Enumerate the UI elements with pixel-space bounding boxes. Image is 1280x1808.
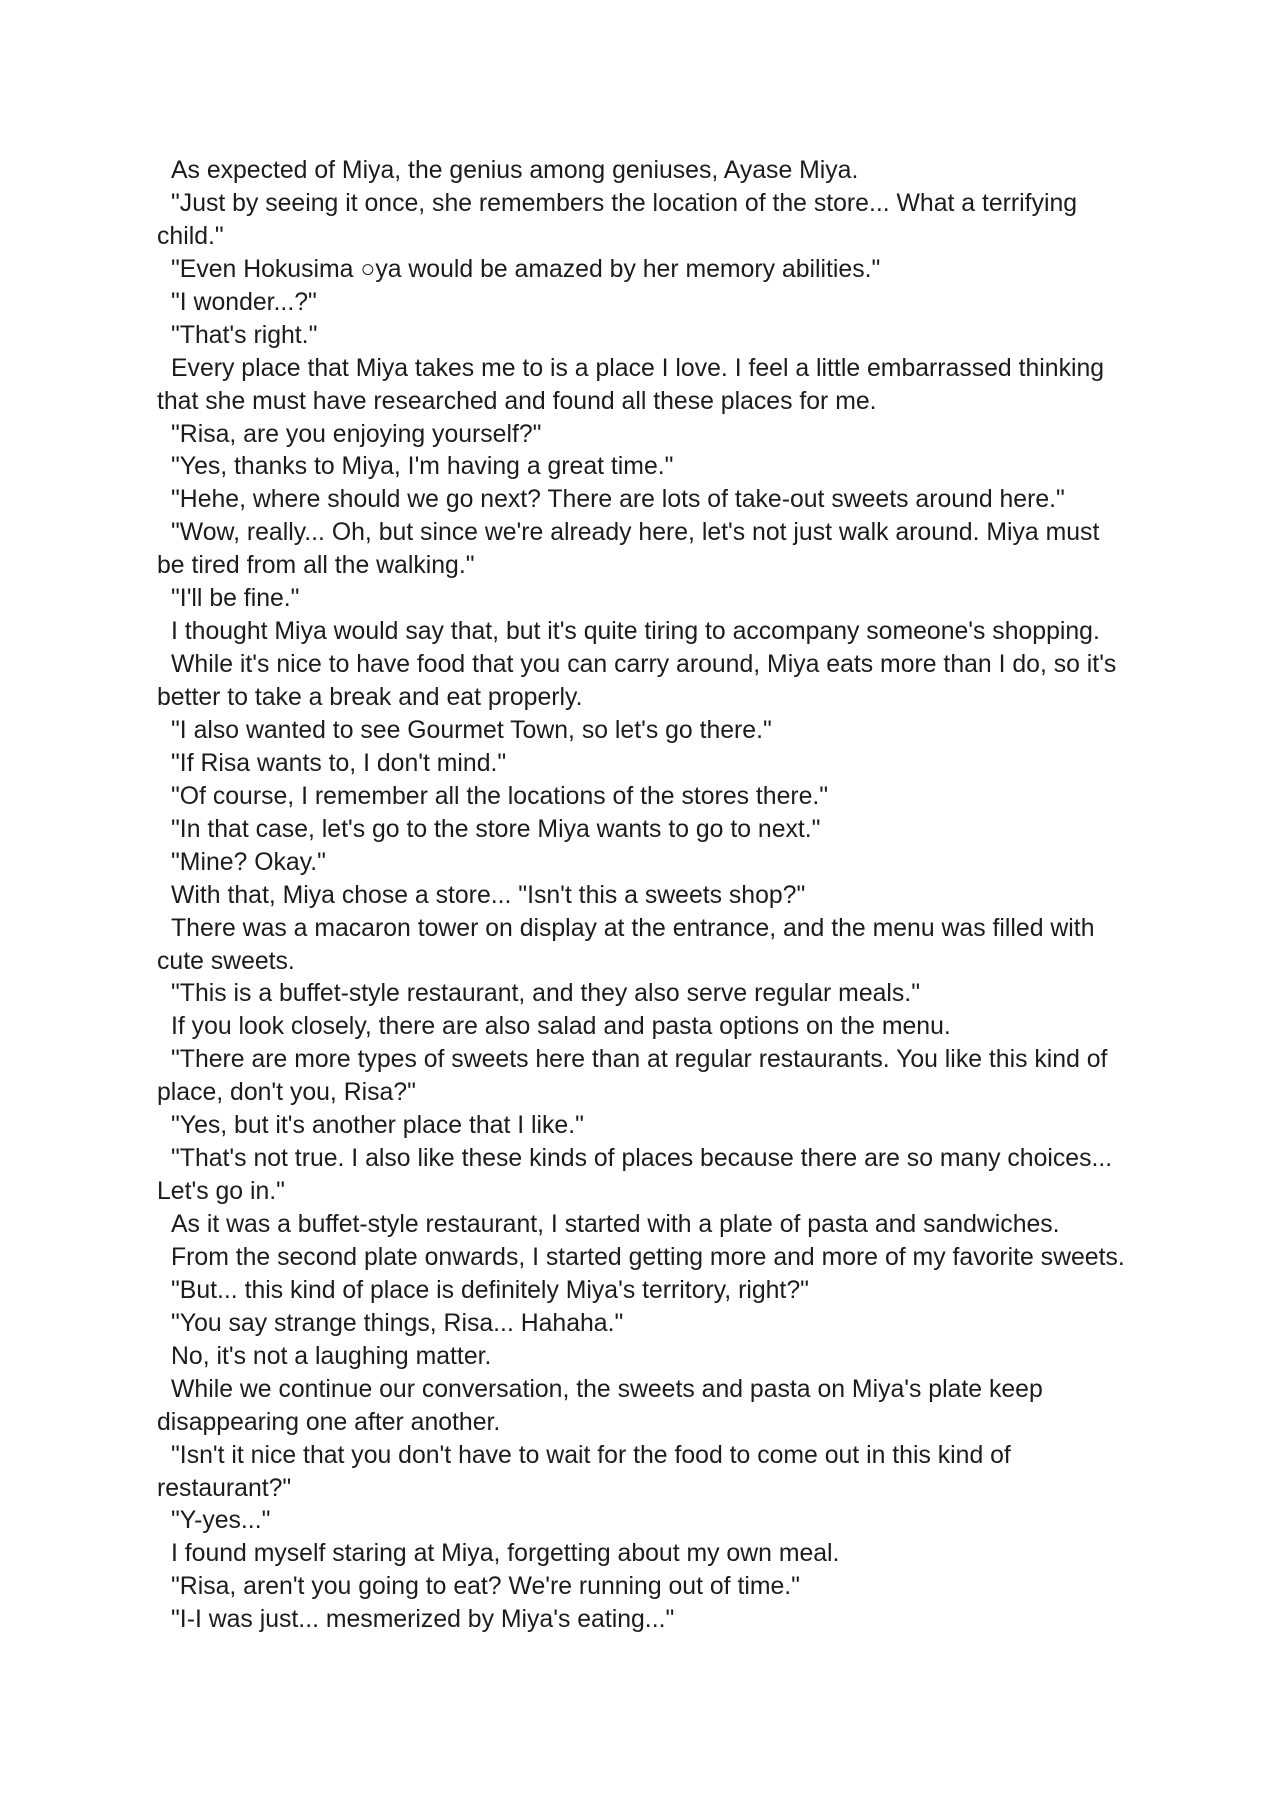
paragraph bbox=[157, 847, 1157, 880]
paragraph bbox=[157, 484, 1157, 517]
paragraph bbox=[157, 1341, 1157, 1374]
text-line: "Just by seeing it once, she remembers the location of the store... What a terrifying bbox=[171, 189, 1078, 217]
text-line: "If Risa wants to, I don't mind." bbox=[171, 749, 507, 777]
text-line: "Of course, I remember all the locations of the stores there." bbox=[171, 782, 829, 810]
text-line: Every place that Miya takes me to is a place I love. I feel a little embarrassed thinking bbox=[171, 354, 1105, 382]
document-body bbox=[157, 155, 1157, 1637]
text-line: "That's not true. I also like these kinds of places because there are so many choices... bbox=[171, 1145, 1113, 1173]
text-line: "This is a buffet-style restaurant, and they also serve regular meals." bbox=[171, 980, 921, 1008]
text-line: restaurant?" bbox=[157, 1474, 292, 1502]
paragraph bbox=[157, 1571, 1157, 1604]
paragraph bbox=[157, 254, 1157, 287]
paragraph bbox=[157, 1275, 1157, 1308]
text-line: "Yes, thanks to Miya, I'm having a great time." bbox=[171, 453, 674, 481]
text-line: "Wow, really... Oh, but since we're already here, let's not just walk around. Miya must bbox=[171, 519, 1100, 547]
text-line: While it's nice to have food that you can carry around, Miya eats more than I do, so it's bbox=[171, 651, 1117, 679]
text-line: "You say strange things, Risa... Hahaha." bbox=[171, 1309, 624, 1337]
text-line: "I-I was just... mesmerized by Miya's eating..." bbox=[171, 1606, 675, 1634]
paragraph bbox=[157, 978, 1157, 1011]
paragraph bbox=[157, 1209, 1157, 1242]
paragraph bbox=[157, 583, 1157, 616]
text-line: Let's go in." bbox=[157, 1178, 285, 1206]
text-line: "Yes, but it's another place that I like." bbox=[171, 1112, 584, 1140]
text-line: No, it's not a laughing matter. bbox=[171, 1342, 492, 1370]
text-line: "In that case, let's go to the store Miya wants to go to next." bbox=[171, 815, 821, 843]
paragraph bbox=[157, 1308, 1157, 1341]
text-line: "Y-yes..." bbox=[171, 1507, 271, 1535]
text-line: that she must have researched and found all these places for me. bbox=[157, 387, 877, 415]
text-line: While we continue our conversation, the sweets and pasta on Miya's plate keep bbox=[171, 1375, 1043, 1403]
paragraph bbox=[157, 517, 1157, 583]
paragraph bbox=[157, 649, 1157, 715]
text-line: be tired from all the walking." bbox=[157, 552, 475, 580]
paragraph bbox=[157, 1374, 1157, 1440]
paragraph bbox=[157, 287, 1157, 320]
text-line: As expected of Miya, the genius among geniuses, Ayase Miya. bbox=[171, 157, 859, 184]
paragraph bbox=[157, 1110, 1157, 1143]
paragraph bbox=[157, 1604, 1157, 1637]
text-line: "There are more types of sweets here than at regular restaurants. You like this kind of bbox=[171, 1046, 1108, 1074]
text-line: "Isn't it nice that you don't have to wait for the food to come out in this kind of bbox=[171, 1441, 1011, 1469]
paragraph bbox=[157, 451, 1157, 484]
paragraph bbox=[157, 880, 1157, 913]
paragraph bbox=[157, 1044, 1157, 1110]
paragraph bbox=[157, 155, 1157, 188]
paragraph bbox=[157, 1143, 1157, 1209]
text-line: better to take a break and eat properly. bbox=[157, 684, 583, 711]
text-line: "But... this kind of place is definitely Miya's territory, right?" bbox=[171, 1276, 809, 1304]
paragraph bbox=[157, 1011, 1157, 1044]
paragraph bbox=[157, 419, 1157, 452]
text-line: child." bbox=[157, 222, 224, 250]
paragraph bbox=[157, 1538, 1157, 1571]
text-line: "I also wanted to see Gourmet Town, so let's go there." bbox=[171, 716, 772, 744]
paragraph bbox=[157, 781, 1157, 814]
text-line: I thought Miya would say that, but it's quite tiring to accompany someone's shopping. bbox=[171, 618, 1100, 646]
text-line: With that, Miya chose a store... "Isn't this a sweets shop?" bbox=[171, 881, 806, 909]
paragraph bbox=[157, 188, 1157, 254]
text-line: There was a macaron tower on display at the entrance, and the menu was filled with bbox=[171, 914, 1095, 942]
text-line: I found myself staring at Miya, forgetting about my own meal. bbox=[171, 1540, 840, 1568]
paragraph bbox=[157, 1242, 1157, 1275]
paragraph bbox=[157, 913, 1157, 979]
text-line: disappearing one after another. bbox=[157, 1408, 501, 1436]
paragraph bbox=[157, 1440, 1157, 1506]
text-line: "I'll be fine." bbox=[171, 585, 300, 613]
paragraph bbox=[157, 814, 1157, 847]
text-line: "Risa, are you enjoying yourself?" bbox=[171, 420, 542, 448]
paragraph bbox=[157, 715, 1157, 748]
text-line: "Mine? Okay." bbox=[171, 848, 326, 876]
text-line: "Hehe, where should we go next? There are lots of take-out sweets around here." bbox=[171, 486, 1065, 514]
paragraph bbox=[157, 353, 1157, 419]
text-line: As it was a buffet-style restaurant, I started with a plate of pasta and sandwiches. bbox=[171, 1211, 1060, 1238]
text-line: From the second plate onwards, I started getting more and more of my favorite sweets. bbox=[171, 1243, 1125, 1271]
text-line: cute sweets. bbox=[157, 947, 295, 975]
paragraph bbox=[157, 748, 1157, 781]
paragraph bbox=[157, 320, 1157, 353]
text-line: "Risa, aren't you going to eat? We're running out of time." bbox=[171, 1573, 800, 1601]
text-line: place, don't you, Risa?" bbox=[157, 1079, 416, 1107]
paragraph bbox=[157, 1505, 1157, 1538]
paragraph bbox=[157, 616, 1157, 649]
text-line: If you look closely, there are also salad and pasta options on the menu. bbox=[171, 1013, 951, 1041]
text-line: "I wonder...?" bbox=[171, 288, 317, 316]
text-line: "Even Hokusima ○ya would be amazed by her memory abilities." bbox=[171, 255, 881, 283]
text-line: "That's right." bbox=[171, 321, 318, 349]
